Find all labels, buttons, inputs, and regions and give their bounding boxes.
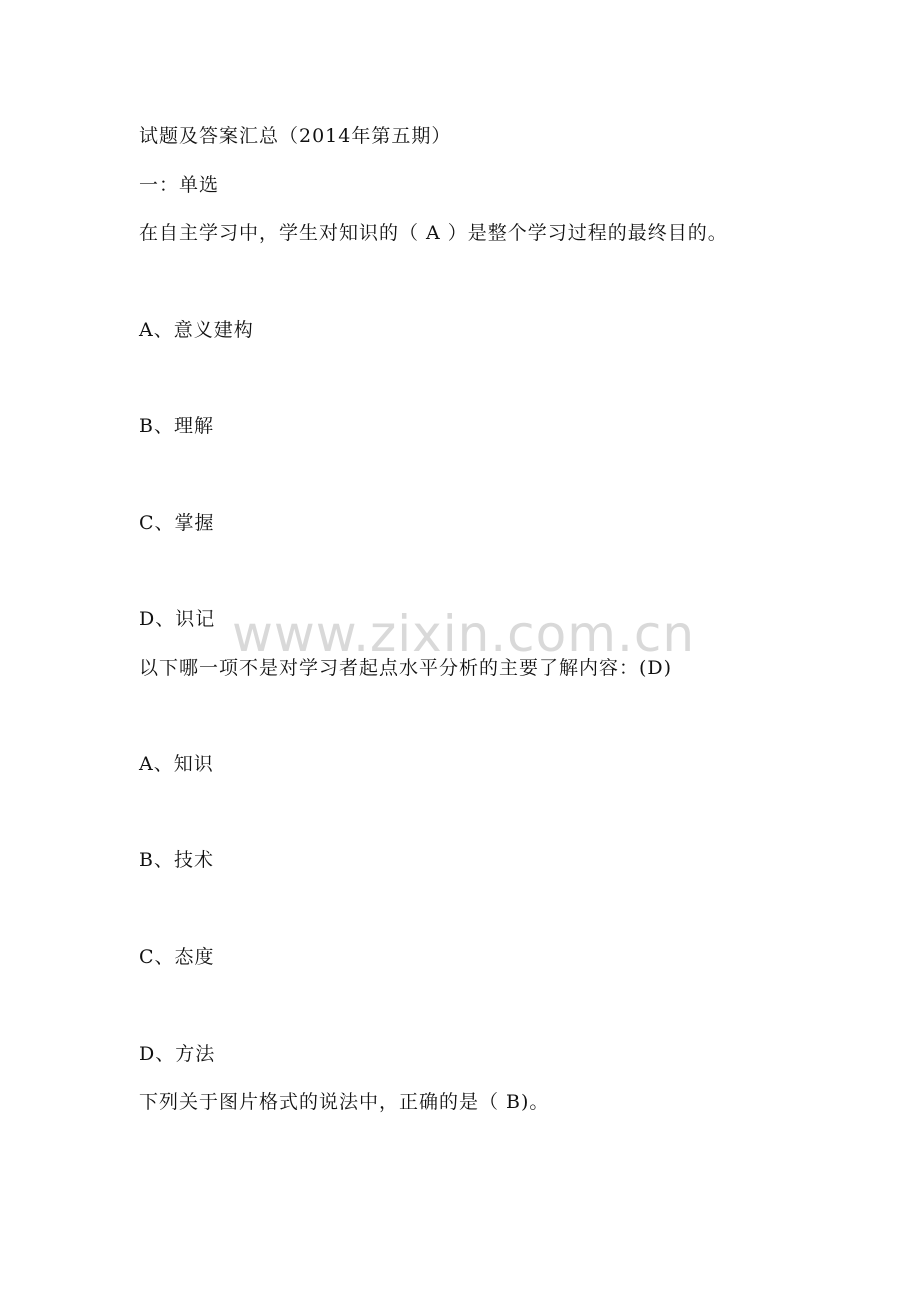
question-2-option-a: A、知识 <box>139 753 214 775</box>
question-1-option-b: B、理解 <box>139 415 214 437</box>
question-2-option-b: B、技术 <box>139 849 214 871</box>
question-2-option-c: C、态度 <box>139 946 215 968</box>
question-1-text: 在自主学习中，学生对知识的（ A ）是整个学习过程的最终目的。 <box>139 222 728 244</box>
question-1-option-d: D、识记 <box>139 608 216 630</box>
question-2-text: 以下哪一项不是对学习者起点水平分析的主要了解内容：(D) <box>139 657 673 679</box>
question-2-option-d: D、方法 <box>139 1043 216 1065</box>
question-1-option-c: C、掌握 <box>139 512 215 534</box>
question-3-text: 下列关于图片格式的说法中，正确的是（ B)。 <box>139 1091 550 1113</box>
watermark: www.zixin.com.cn <box>232 605 696 663</box>
document-title: 试题及答案汇总（2014年第五期） <box>139 125 452 147</box>
question-1-option-a: A、意义建构 <box>139 319 254 341</box>
section-heading: 一：单选 <box>139 174 220 196</box>
